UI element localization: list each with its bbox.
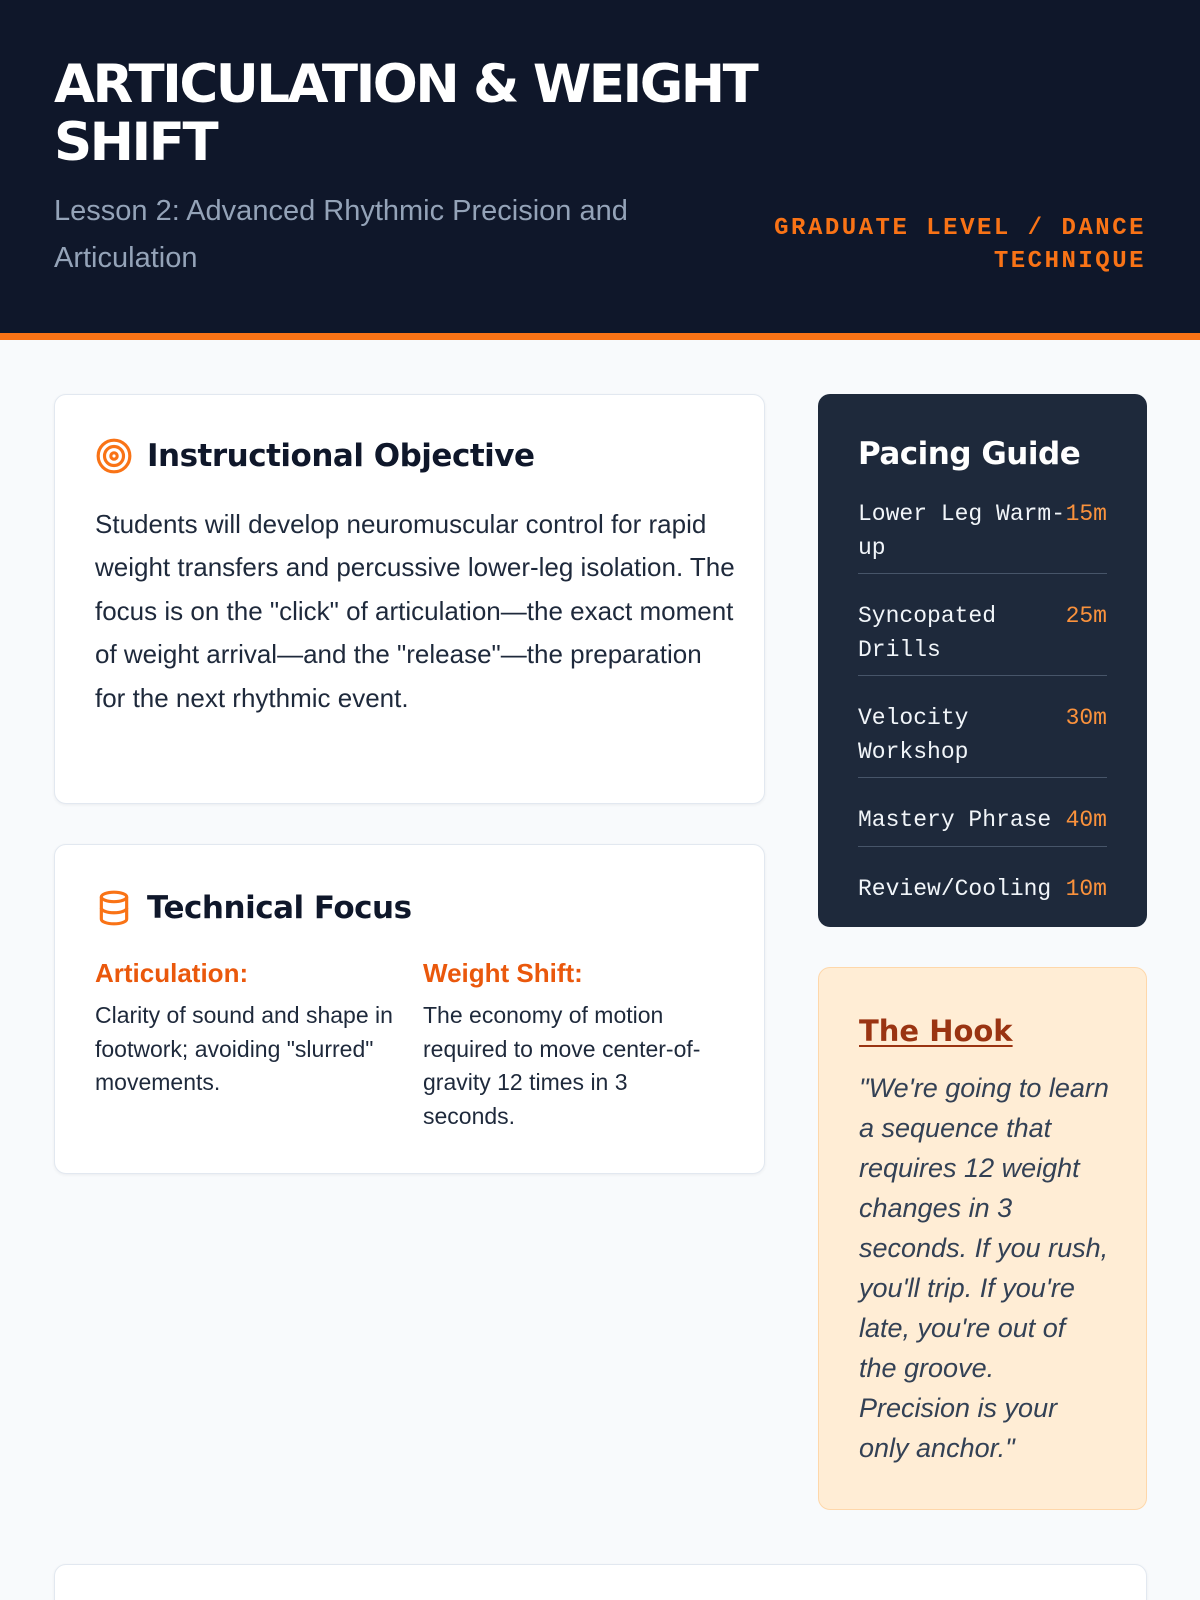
pacing-item-time: 10m xyxy=(1065,875,1107,902)
pacing-item-name: Velocity Workshop xyxy=(858,705,969,765)
target-icon xyxy=(95,437,133,475)
pacing-title: Pacing Guide xyxy=(858,436,1081,472)
pacing-item xyxy=(858,492,1107,574)
focus-heading xyxy=(95,889,412,927)
pacing-item-time: 40m xyxy=(1065,807,1107,833)
pacing-item-time: 25m xyxy=(1065,603,1107,629)
pacing-item-name: Syncopated Drills xyxy=(858,603,997,663)
objective-card xyxy=(54,394,765,804)
hook-card xyxy=(818,967,1147,1510)
focus-item-text: The economy of motion required to move center-of-gravity 12 times in 3 seconds. xyxy=(423,1002,701,1129)
pacing-guide-card xyxy=(818,394,1147,927)
pacing-item xyxy=(858,798,1107,847)
focus-item-label: Articulation: xyxy=(95,958,249,988)
pacing-item xyxy=(858,696,1107,778)
focus-heading-text: Technical Focus xyxy=(147,890,412,926)
level-tag: GRADUATE LEVEL / DANCE TECHNIQUE xyxy=(774,215,1146,275)
bottom-card xyxy=(54,1564,1147,1600)
page-header xyxy=(0,0,1200,340)
database-icon xyxy=(95,889,133,927)
pacing-item-name: Mastery Phrase xyxy=(858,807,1052,833)
focus-item-weight-shift xyxy=(423,957,723,1133)
focus-item-label: Weight Shift: xyxy=(423,958,583,988)
objective-body: Students will develop neuromuscular control for rapid weight transfers and percussive lower-leg isolation. The focus is on the "click" of articulation—the exact moment of weight arrival—and the "release"—the preparation for the next rhythmic event. xyxy=(95,509,735,713)
pacing-item-time: 30m xyxy=(1065,705,1107,731)
pacing-list xyxy=(858,492,1107,914)
pacing-item xyxy=(858,594,1107,676)
page-title: ARTICULATION & WEIGHT SHIFT xyxy=(54,54,757,173)
objective-heading-text: Instructional Objective xyxy=(147,438,535,474)
pacing-item-time: 15m xyxy=(1065,501,1107,527)
pacing-item-name: Lower Leg Warm-up xyxy=(858,501,1066,561)
focus-item-articulation xyxy=(95,957,395,1100)
pacing-item-name: Review/Cooling xyxy=(858,875,1052,902)
focus-item-text: Clarity of sound and shape in footwork; avoiding "slurred" movements. xyxy=(95,1002,393,1095)
lesson-subtitle: Lesson 2: Advanced Rhythmic Precision and Articulation xyxy=(54,195,628,274)
pacing-item xyxy=(858,867,1107,915)
hook-title: The Hook xyxy=(859,1014,1013,1048)
hook-quote: "We're going to learn a sequence that requires 12 weight changes in 3 seconds. If you rush, you'll trip. If you're late, you're out of the groove. Precision is your only anchor." xyxy=(859,1073,1109,1463)
objective-heading xyxy=(95,437,535,475)
technical-focus-card xyxy=(54,844,765,1174)
